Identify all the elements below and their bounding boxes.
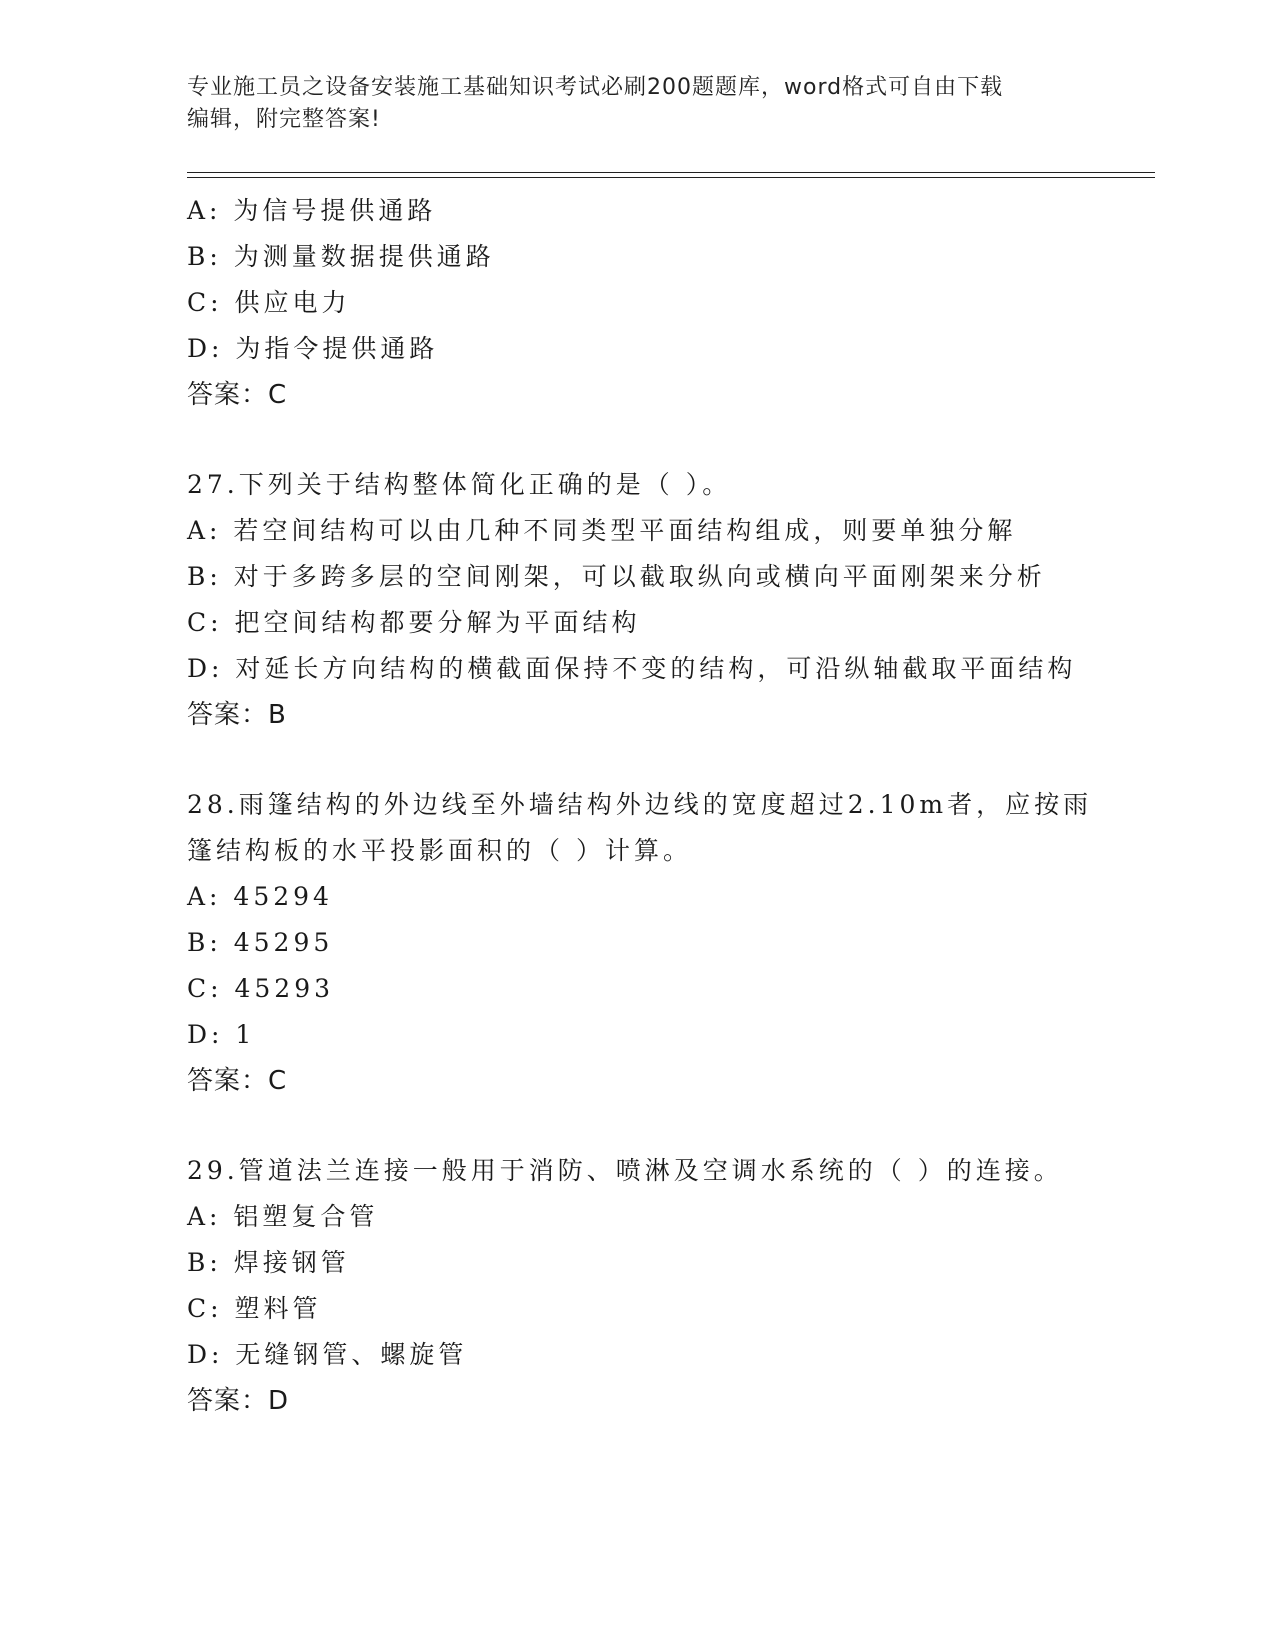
option-c: C: 45293 (187, 974, 335, 1003)
answer-label: 答案：C (187, 1066, 288, 1096)
question-block (187, 782, 1147, 1104)
option-b: B: 焊接钢管 (187, 1248, 350, 1277)
option-d: D: 对延长方向结构的横截面保持不变的结构，可沿纵轴截取平面结构 (187, 654, 1077, 683)
header-title-line1: 专业施工员之设备安装施工基础知识考试必刷200题题库，word格式可自由下载 (187, 75, 1004, 100)
header-rule-top (187, 172, 1155, 173)
option-c: C: 供应电力 (187, 288, 351, 317)
answer-label: 答案：C (187, 380, 288, 410)
option-b: B: 为测量数据提供通路 (187, 242, 495, 271)
question-text: 29.管道法兰连接一般用于消防、喷淋及空调水系统的（ ）的连接。 (187, 1156, 1063, 1185)
option-a: A: 若空间结构可以由几种不同类型平面结构组成，则要单独分解 (187, 516, 1017, 545)
option-a: A: 铝塑复合管 (187, 1202, 379, 1231)
answer-label: 答案：D (187, 1386, 290, 1416)
header-rule-bottom (187, 177, 1155, 178)
option-c: C: 塑料管 (187, 1294, 322, 1323)
option-b: B: 45295 (187, 928, 334, 957)
question-text: 28.雨篷结构的外边线至外墙结构外边线的宽度超过2.10m者，应按雨 (187, 790, 1093, 819)
question-block (187, 462, 1147, 738)
question-text-cont: 篷结构板的水平投影面积的（ ）计算。 (187, 836, 692, 865)
answer-label: 答案：B (187, 700, 287, 730)
option-b: B: 对于多跨多层的空间刚架，可以截取纵向或横向平面刚架来分析 (187, 562, 1046, 591)
question-block (187, 1148, 1147, 1424)
option-a: A: 45294 (187, 882, 333, 911)
question-block (187, 188, 1147, 418)
option-a: A: 为信号提供通路 (187, 196, 437, 225)
option-d: D: 无缝钢管、螺旋管 (187, 1340, 468, 1369)
header-title-line2: 编辑，附完整答案! (187, 107, 381, 132)
document-header (187, 72, 1087, 136)
option-d: D: 为指令提供通路 (187, 334, 439, 363)
option-d: D: 1 (187, 1020, 256, 1049)
option-c: C: 把空间结构都要分解为平面结构 (187, 608, 641, 637)
question-text: 27.下列关于结构整体简化正确的是（ ）。 (187, 470, 732, 499)
question-list (187, 188, 1147, 1424)
